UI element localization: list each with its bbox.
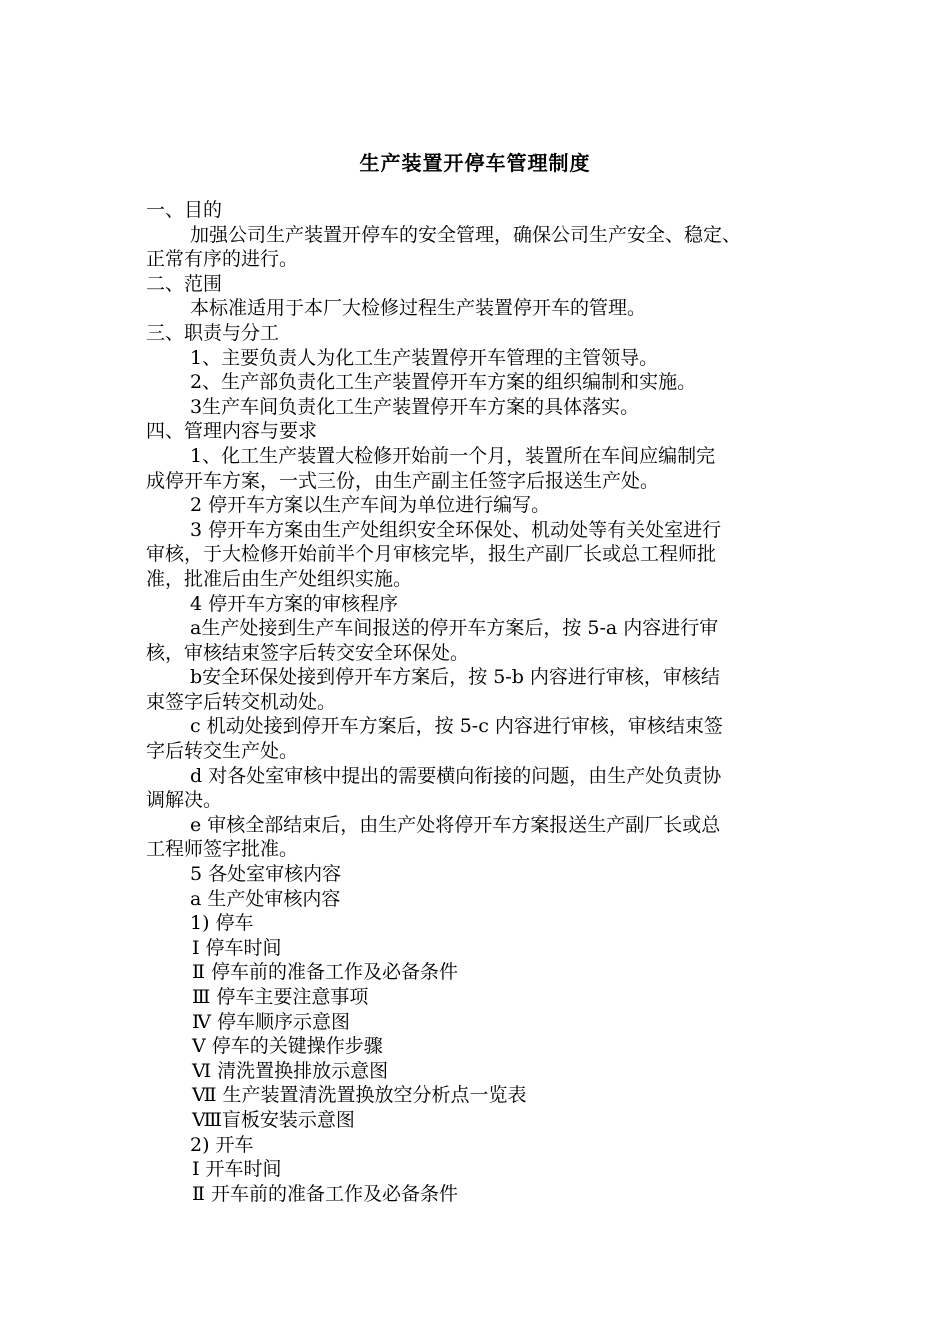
document-line: 三、职责与分工 xyxy=(146,321,280,344)
document-line: 2、生产部负责化工生产装置停开车方案的组织编制和实施。 xyxy=(190,371,697,394)
document-line: 3生产车间负责化工生产装置停开车方案的具体落实。 xyxy=(190,395,640,418)
document-line: a生产处接到生产车间报送的停开车方案后，按 5-a 内容进行审 xyxy=(190,617,719,640)
document-line: Ⅰ 停车时间 xyxy=(192,936,282,959)
document-line: 3 停开车方案由生产处组织安全环保处、机动处等有关处室进行 xyxy=(190,518,722,541)
document-line: 成停开车方案，一式三份，由生产副主任签字后报送生产处。 xyxy=(146,469,660,492)
document-line: Ⅱ 停车前的准备工作及必备条件 xyxy=(192,961,458,984)
document-line: Ⅱ 开车前的准备工作及必备条件 xyxy=(192,1182,458,1205)
document-line: d 对各处室审核中提出的需要横向衔接的问题，由生产处负责协 xyxy=(190,764,722,787)
document-line: Ⅲ 停车主要注意事项 xyxy=(192,986,369,1008)
document-line: a 生产处审核内容 xyxy=(190,887,341,910)
document-line: 一、目的 xyxy=(146,199,223,221)
document-line: 核，审核结束签字后转交安全环保处。 xyxy=(146,641,470,664)
document-line: 调解决。 xyxy=(146,789,223,812)
document-line: 准，批准后由生产处组织实施。 xyxy=(146,567,413,590)
document-line: 1、化工生产装置大检修开始前一个月，装置所在车间应编制完 xyxy=(190,444,716,467)
document-line: 工程师签字批准。 xyxy=(146,838,299,861)
document-line: 1) 停车 xyxy=(190,912,254,935)
document-line: 5 各处室审核内容 xyxy=(190,863,342,886)
document-line: Ⅴ 停车的关键操作步骤 xyxy=(192,1035,383,1058)
document-line: 1、主要负责人为化工生产装置停开车管理的主管领导。 xyxy=(190,346,659,369)
document-line: Ⅵ 清洗置换排放示意图 xyxy=(192,1059,389,1082)
document-line: 正常有序的进行。 xyxy=(146,248,299,271)
document-line: Ⅷ盲板安装示意图 xyxy=(192,1108,355,1131)
document-title: 生产装置开停车管理制度 xyxy=(359,151,591,175)
document-line: 束签字后转交机动处。 xyxy=(146,690,337,713)
document-line: 2) 开车 xyxy=(190,1133,254,1156)
document-line: c 机动处接到停开车方案后，按 5-c 内容进行审核，审核结束签 xyxy=(190,715,723,738)
document-line: 4 停开车方案的审核程序 xyxy=(190,592,399,615)
document-line: 2 停开车方案以生产车间为单位进行编写。 xyxy=(190,494,551,517)
document-line: b安全环保处接到停开车方案后，按 5-b 内容进行审核，审核结 xyxy=(190,666,720,689)
document-line: Ⅰ 开车时间 xyxy=(192,1158,282,1181)
document-line: 二、范围 xyxy=(146,272,223,295)
document-line: e 审核全部结束后，由生产处将停开车方案报送生产副厂长或总 xyxy=(190,813,721,836)
document-line: Ⅶ 生产装置清洗置换放空分析点一览表 xyxy=(192,1084,527,1107)
document-line: 加强公司生产装置开停车的安全管理，确保公司生产安全、稳定、 xyxy=(190,223,742,246)
document-line: Ⅳ 停车顺序示意图 xyxy=(192,1010,351,1033)
document-body xyxy=(146,198,826,1206)
document-line: 四、管理内容与要求 xyxy=(146,420,318,443)
document-line: 审核，于大检修开始前半个月审核完毕，报生产副厂长或总工程师批 xyxy=(146,543,717,566)
document-line: 字后转交生产处。 xyxy=(146,740,299,763)
document-line: 本标准适用于本厂大检修过程生产装置停开车的管理。 xyxy=(190,297,647,320)
